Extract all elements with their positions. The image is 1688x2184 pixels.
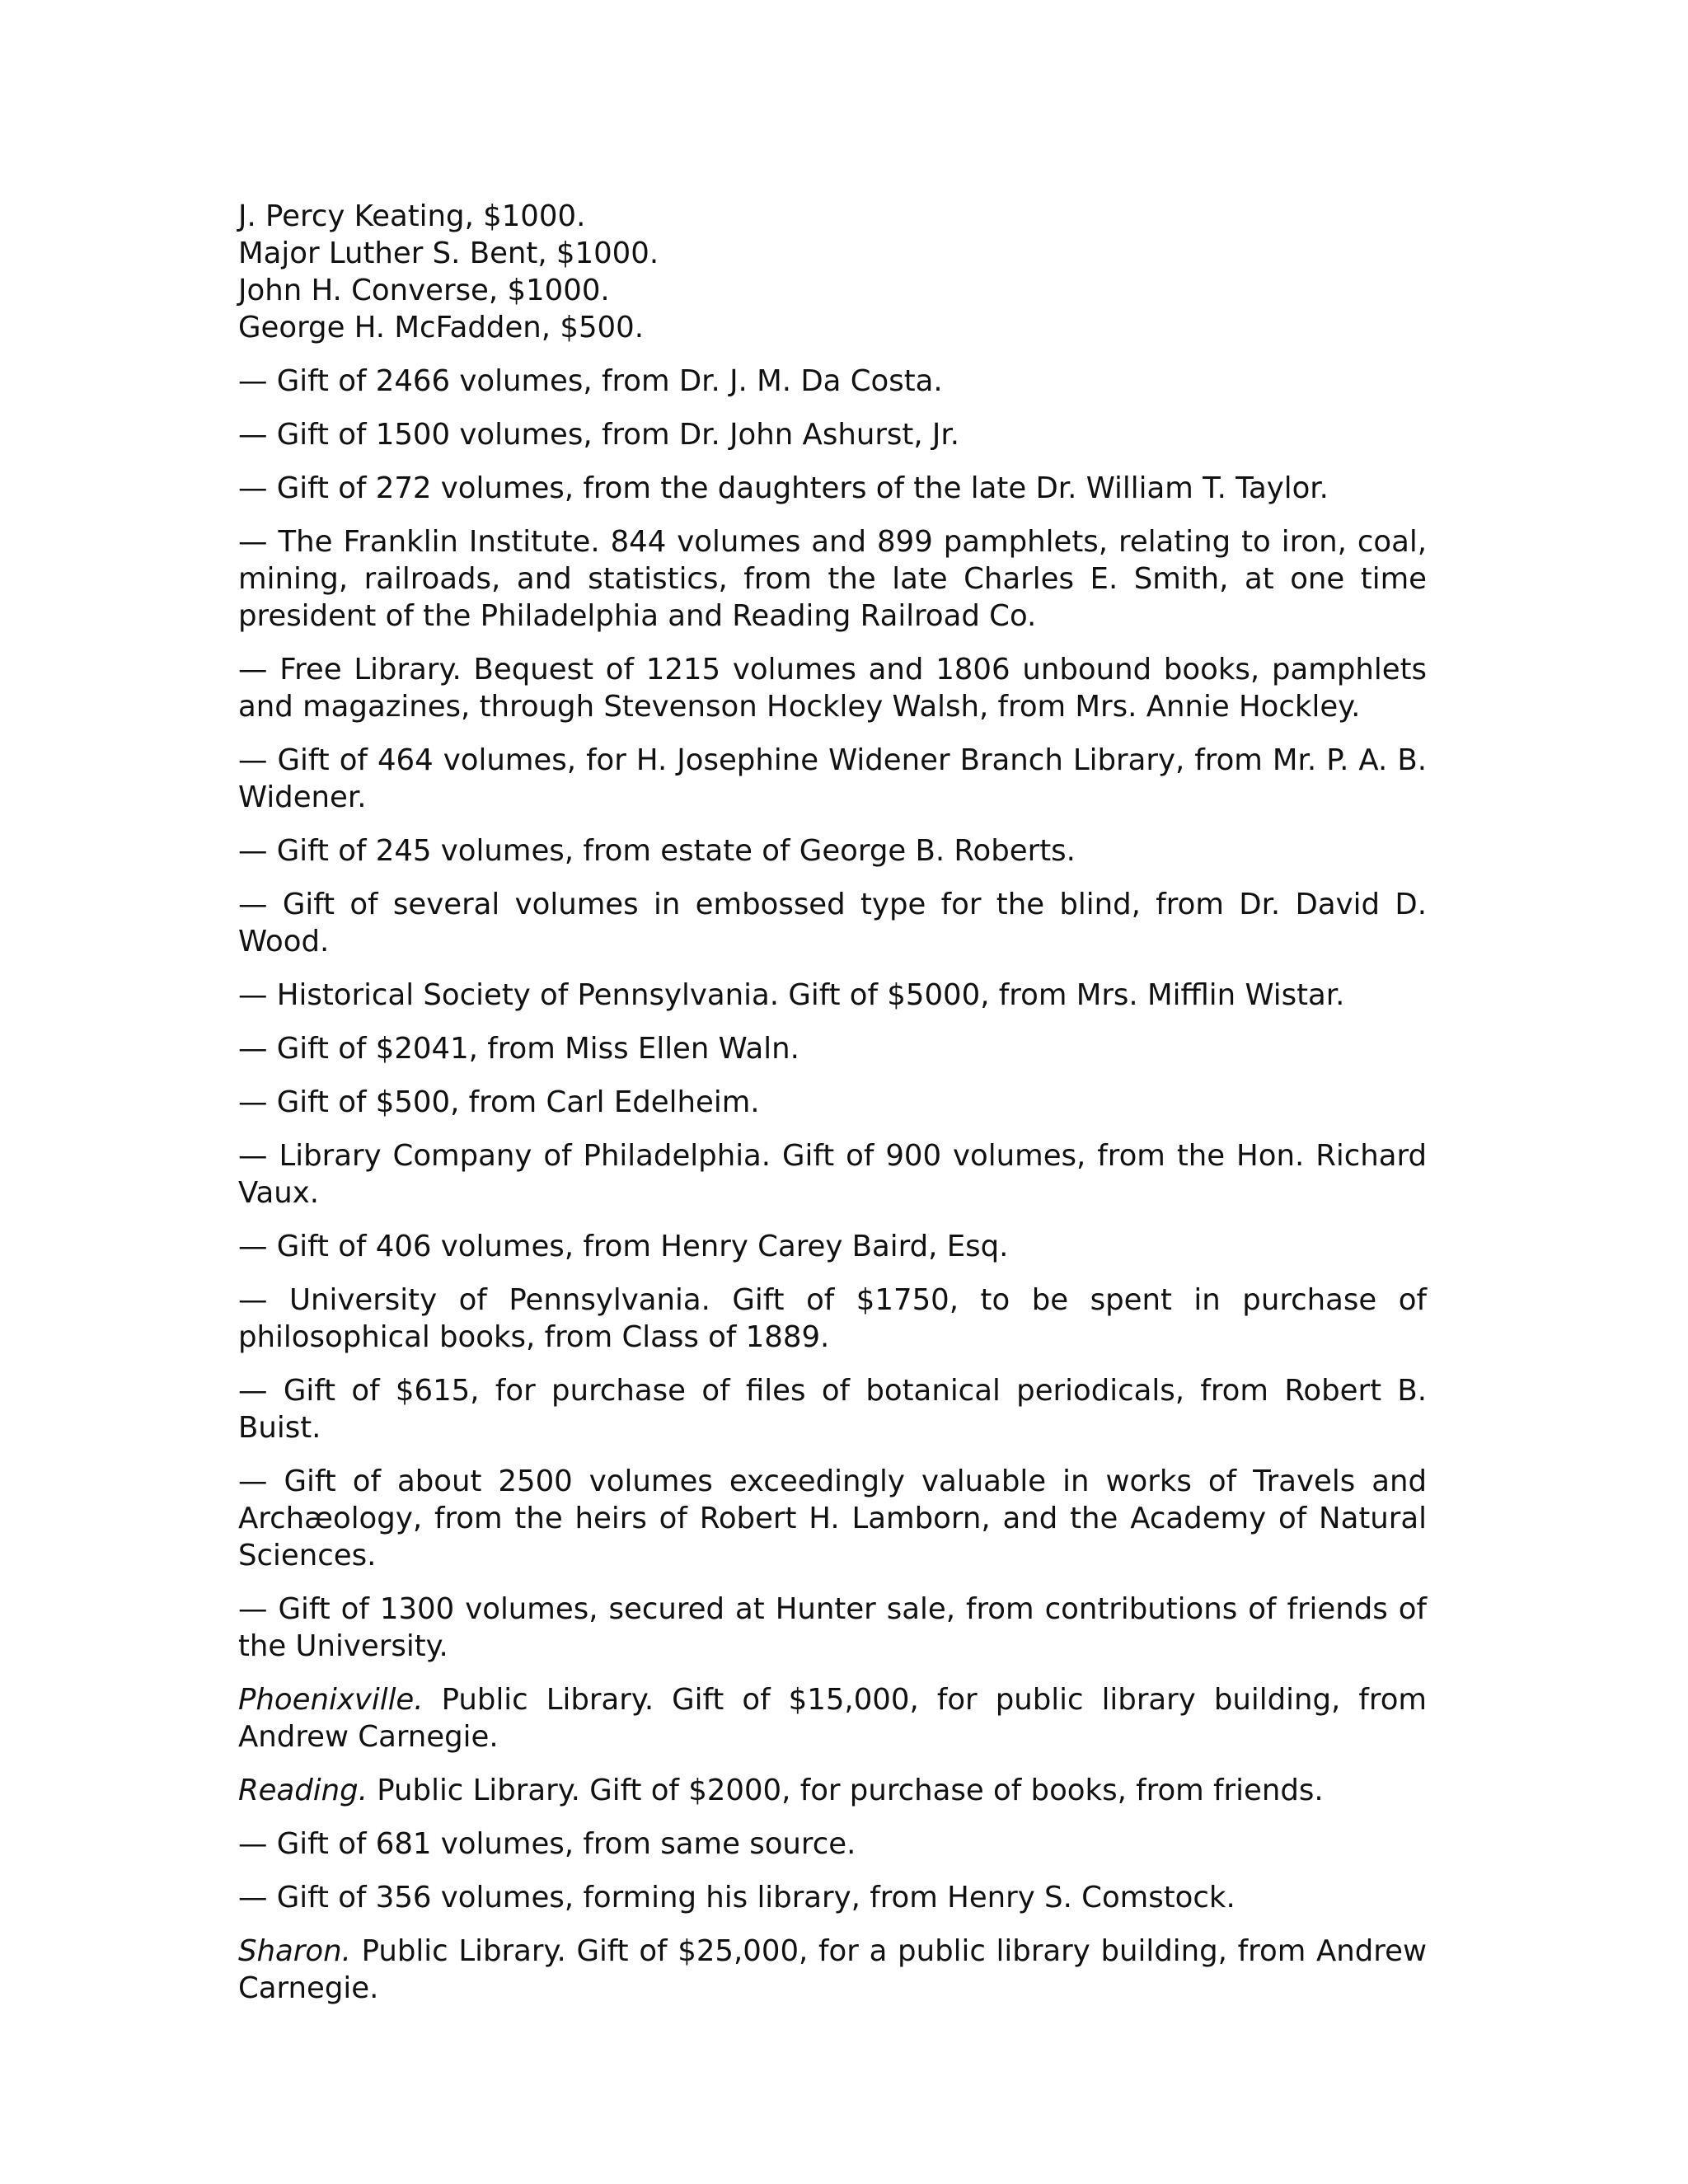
- entry-text: — Free Library. Bequest of 1215 volumes and 1806 unbound books, pamphlets and magazines, through Stevenson Hockley Walsh, from Mrs. Annie Hockley.: [238, 653, 1427, 724]
- entry-text: — Gift of $500, from Carl Edelheim.: [238, 1085, 760, 1119]
- entry-text: — Gift of about 2500 volumes exceedingly valuable in works of Travels and Archæology, from the heirs of Robert H. Lamborn, and the Academy of Natural Sciences.: [238, 1465, 1427, 1572]
- gift-entry: [238, 416, 1427, 453]
- gift-entry: [238, 1372, 1427, 1446]
- gift-entry: [238, 470, 1427, 507]
- gift-entry: [238, 1879, 1427, 1916]
- entry-text: — Gift of 406 volumes, from Henry Carey Baird, Esq.: [238, 1230, 1009, 1263]
- entry-text: — Library Company of Philadelphia. Gift of 900 volumes, from the Hon. Richard Vaux.: [238, 1139, 1427, 1210]
- gift-entry: [238, 1282, 1427, 1356]
- entry-text: — Gift of 272 volumes, from the daughters of the late Dr. William T. Taylor.: [238, 471, 1329, 505]
- donor-line: J. Percy Keating, $1000.: [238, 199, 586, 233]
- entry-text: Public Library. Gift of $2000, for purchase of books, from friends.: [367, 1774, 1324, 1807]
- gift-entry: [238, 886, 1427, 960]
- place-name: Reading.: [238, 1774, 368, 1807]
- entry-text: — Gift of 245 volumes, from estate of George B. Roberts.: [238, 834, 1076, 868]
- gift-entry: [238, 1463, 1427, 1574]
- place-name: Sharon.: [238, 1934, 351, 1968]
- gift-entry: [238, 1591, 1427, 1665]
- document-page: [238, 198, 1427, 2023]
- place-name: Phoenixville.: [238, 1683, 424, 1717]
- gift-entry: [238, 1084, 1427, 1121]
- gift-entry: [238, 742, 1427, 816]
- gift-entry: [238, 977, 1427, 1014]
- entry-text: — Gift of 1500 volumes, from Dr. John Ashurst, Jr.: [238, 418, 960, 452]
- gift-entry: [238, 1228, 1427, 1265]
- entry-text: — Gift of $2041, from Miss Ellen Waln.: [238, 1032, 799, 1066]
- entry-text: — Gift of 2466 volumes, from Dr. J. M. Da Costa.: [238, 364, 943, 398]
- entry-text: — Gift of 1300 volumes, secured at Hunter sale, from contributions of friends of the University.: [238, 1592, 1427, 1663]
- entry-text: — Gift of $615, for purchase of files of botanical periodicals, from Robert B. Buist.: [238, 1374, 1427, 1445]
- gift-entry: [238, 1933, 1427, 2007]
- gift-entry: [238, 1772, 1427, 1809]
- gift-entry: [238, 1681, 1427, 1755]
- gift-entry: [238, 523, 1427, 635]
- entry-text: — Gift of 464 volumes, for H. Josephine Widener Branch Library, from Mr. P. A. B. Widener.: [238, 743, 1427, 814]
- gift-entry: [238, 1137, 1427, 1212]
- donor-line: George H. McFadden, $500.: [238, 311, 645, 344]
- donor-line: Major Luther S. Bent, $1000.: [238, 237, 659, 270]
- donor-list: [238, 198, 1427, 346]
- gift-entry: [238, 363, 1427, 400]
- gift-entry: [238, 651, 1427, 725]
- entry-text: — Gift of 681 volumes, from same source.: [238, 1827, 856, 1861]
- entry-text: — Gift of 356 volumes, forming his library, from Henry S. Comstock.: [238, 1881, 1236, 1915]
- donor-line: John H. Converse, $1000.: [238, 274, 610, 307]
- entry-text: — Historical Society of Pennsylvania. Gift of $5000, from Mrs. Mifflin Wistar.: [238, 978, 1345, 1012]
- entry-text: Public Library. Gift of $25,000, for a public library building, from Andrew Carnegie.: [238, 1934, 1427, 2005]
- entry-text: — The Franklin Institute. 844 volumes and 899 pamphlets, relating to iron, coal, mining, railroads, and statistics, from the late Charles E. Smith, at one time president of the Philadelphia and Reading Railroad Co.: [238, 525, 1427, 633]
- gift-entry: [238, 832, 1427, 869]
- gift-entry: [238, 1825, 1427, 1863]
- entry-text: — Gift of several volumes in embossed type for the blind, from Dr. David D. Wood.: [238, 888, 1427, 958]
- entry-text: Public Library. Gift of $15,000, for public library building, from Andrew Carnegie.: [238, 1683, 1427, 1754]
- gift-entry: [238, 1030, 1427, 1067]
- entry-text: — University of Pennsylvania. Gift of $1750, to be spent in purchase of philosophical books, from Class of 1889.: [238, 1283, 1427, 1354]
